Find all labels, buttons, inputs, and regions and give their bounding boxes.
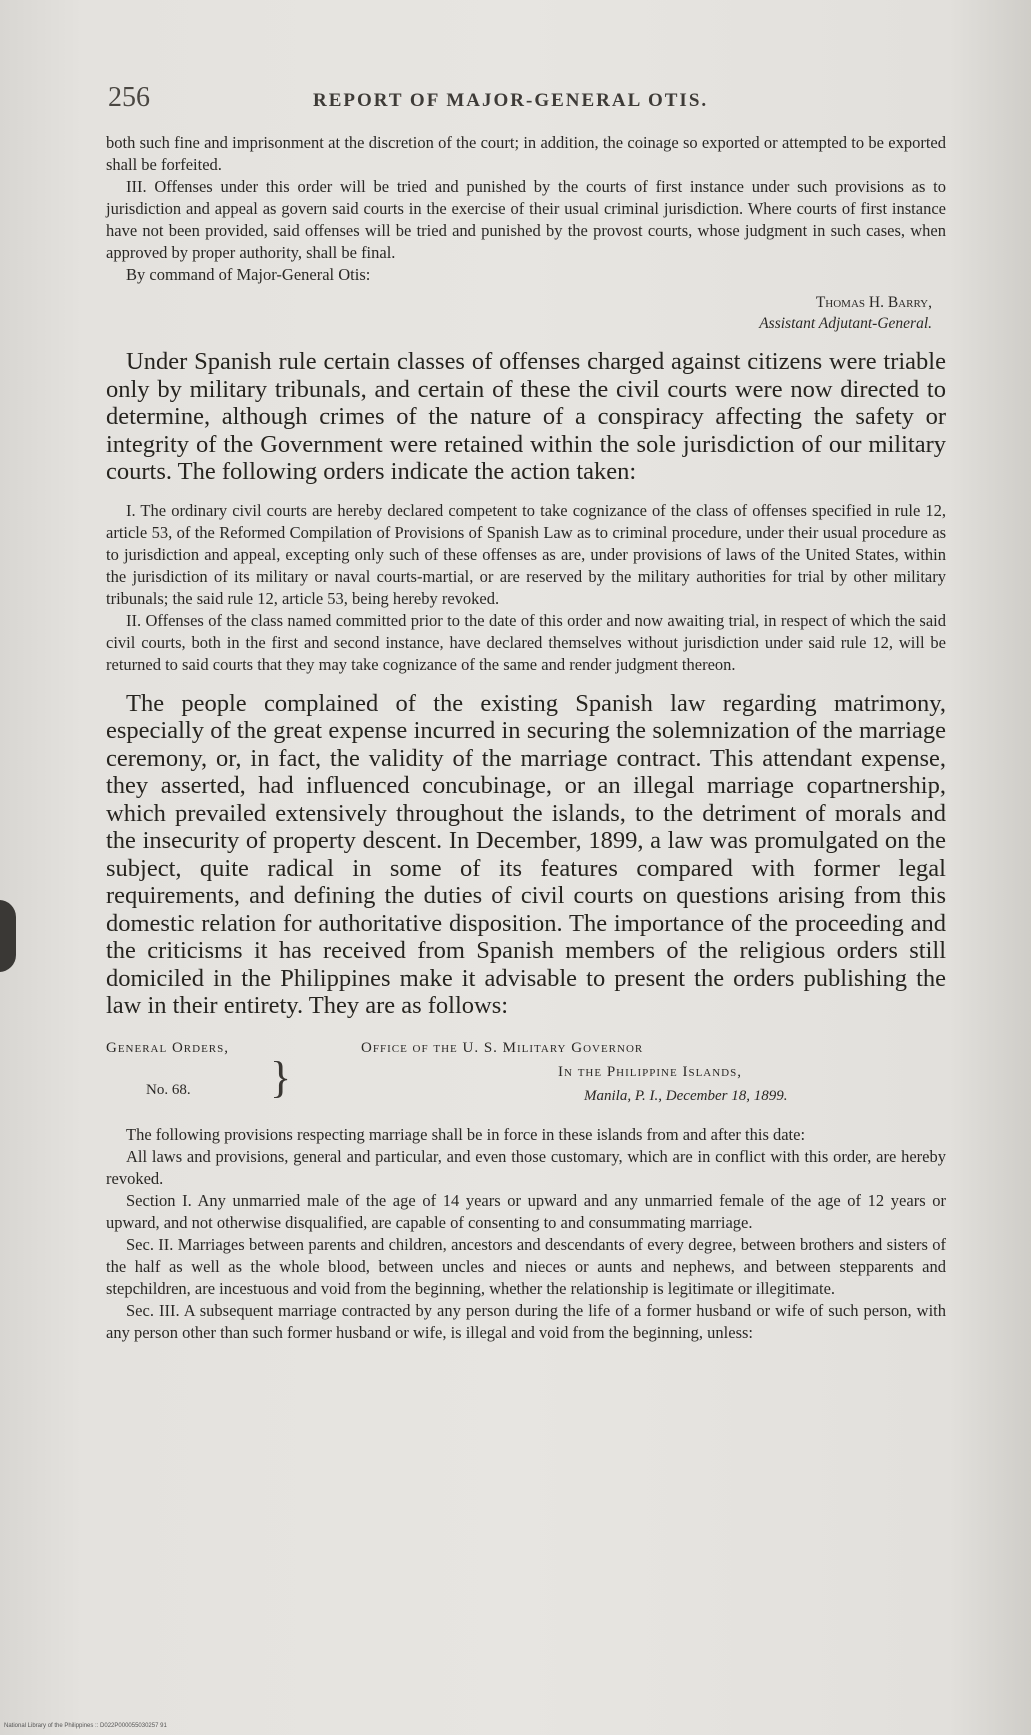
order-tail-paragraph: By command of Major-General Otis: [126, 265, 371, 284]
signature-title: Assistant Adjutant-General. [759, 315, 932, 332]
order-paragraph: All laws and provisions, general and particular, and even those customary, which are in conflict with this order, are hereby revoked. [106, 1146, 946, 1188]
order-paragraph: The following provisions respecting marriage shall be in force in these islands from and after this date: [126, 1124, 806, 1144]
order-tail-paragraph: III. Offenses under this order will be tried and punished by the courts of first instance under such provisions as to jurisdiction and appeal as govern said courts in the exercise of their usual criminal jurisdiction. Where courts of first instance have not been provided, said offenses will be tried and punished by the provost courts, whose judgment in such cases, when approved by proper authority, shall be final. [106, 177, 946, 262]
office-location-line: In the Philippine Islands, [558, 1063, 742, 1080]
order-number: No. 68. [146, 1081, 191, 1098]
order-section: Section I. Any unmarried male of the age of 14 years or upward and any unmarried female of the age of 12 years or upward, and not otherwise disqualified, are capable of consenting to and consummating marriage. [106, 1190, 946, 1232]
page-content [106, 132, 946, 1344]
scan-footer: National Library of the Philippines :: D022P000055030257 91 [4, 1723, 167, 1729]
order-section: Sec. II. Marriages between parents and children, ancestors and descendants of every degree, between brothers and sisters of the half as well as the whole blood, between uncles and nieces or aunts and nephews, and between stepparents and stepchildren, are incestuous and void from the beginning, whether the relationship is legitimate or illegitimate. [106, 1234, 946, 1298]
body-paragraph: Under Spanish rule certain classes of offenses charged against citizens were triable only by military tribunals, and certain of these the civil courts were now directed to determine, although crimes of the nature of a conspiracy affecting the safety or integrity of the Government were retained within the sole jurisdiction of our military courts. The following orders indicate the action taken: [106, 348, 946, 485]
order-paragraph: I. The ordinary civil courts are hereby declared competent to take cognizance of the class of offenses specified in rule 12, article 53, of the Reformed Compilation of Provisions of Spanish Law as to criminal procedure, under their usual procedure as to jurisdiction and appeal, excepting only such of these offenses as are, under provisions of laws of the United States, within the jurisdiction of its military or naval courts-martial, or are reserved by the military authorities for trial by other military tribunals; the said rule 12, article 53, being hereby revoked. [106, 500, 946, 608]
general-order-heading [106, 1038, 946, 1122]
page-header [108, 82, 938, 116]
running-head: REPORT OF MAJOR-GENERAL OTIS. [313, 90, 709, 111]
page-number: 256 [108, 82, 150, 113]
body-paragraph: The people complained of the existing Spanish law regarding matrimony, especially of the great expense incurred in securing the solemnization of the marriage ceremony, or, in fact, the validity of the marriage contract. This attendant expense, they asserted, had influenced concubinage, or an illegal marriage copartnership, which prevailed extensively throughout the islands, to the detriment of morals and the insecurity of property descent. In December, 1899, a law was promulgated on the subject, quite radical in some of its features compared with former legal requirements, and defining the duties of civil courts on questions arising from this domestic relation for authoritative disposition. The importance of the proceeding and the criticisms it has received from Spanish members of the religious orders still domiciled in the Philippines make it advisable to present the orders publishing the law in their entirety. They are as follows: [106, 689, 946, 1019]
signature-name: Thomas H. Barry, [815, 294, 932, 311]
scanner-thumb-shadow [0, 900, 16, 972]
brace: } [270, 1052, 292, 1102]
office-line: Office of the U. S. Military Governor [361, 1039, 644, 1056]
order-paragraph: II. Offenses of the class named committed prior to the date of this order and now awaiting trial, in respect of which the said civil courts, both in the first and second instance, have declared themselves without jurisdiction under said rule 12, will be returned to said courts that they may take cognizance of the same and render judgment thereon. [106, 610, 946, 674]
order-section: Sec. III. A subsequent marriage contracted by any person during the life of a former husband or wife of such person, with any person other than such former husband or wife, is illegal and void from the beginning, unless: [106, 1300, 946, 1342]
general-orders-label: General Orders, [106, 1039, 230, 1056]
order-tail-paragraph: both such fine and imprisonment at the discretion of the court; in addition, the coinage so exported or attempted to be exported shall be forfeited. [106, 133, 946, 174]
signature-block [106, 292, 946, 334]
order-date-line: Manila, P. I., December 18, 1899. [584, 1087, 788, 1104]
